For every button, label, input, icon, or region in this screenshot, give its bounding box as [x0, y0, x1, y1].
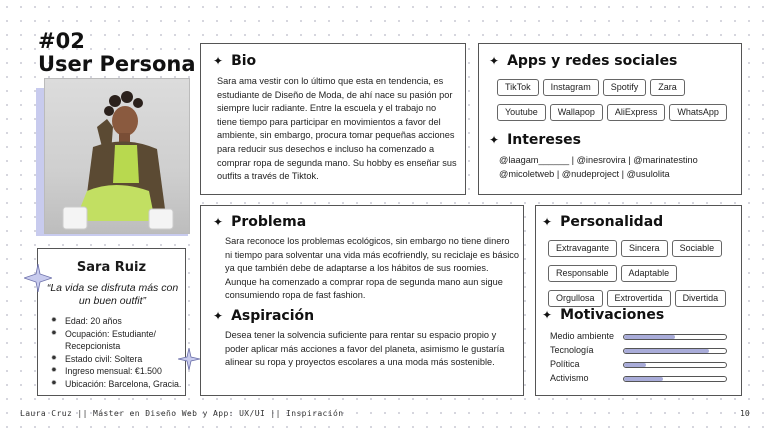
motivation-bar — [623, 376, 727, 382]
star-bullet-icon: ✦ — [213, 215, 224, 229]
apps-heading-label: Apps y redes sociales — [507, 53, 678, 69]
trait-tag: Responsable — [548, 265, 617, 282]
page-title-block — [38, 30, 196, 76]
problema-text: Sara reconoce los problemas ecológicos, sin embargo no tiene dinero ni tiempo para solventar una vida más ecofriendly, su reciclaje es básico ya que también debe de adaptarse a los hábitos de sus roomies. Aunque ha comenzado a comprar ropa de segunda mano aun sigue consumiendo ropa de fast fashion. — [225, 236, 519, 301]
aspiracion-text: Desea tener la solvencia suficiente para rentar su espacio propio y poder aplicar más acciones a favor del planeta, asimismo le gustaría alinear su ropa y proyectos escolares a una moda más sostenible. — [225, 330, 505, 368]
aspiracion-heading-label: Aspiración — [231, 308, 315, 324]
page-number: 10 — [740, 409, 750, 418]
apps-card — [478, 43, 742, 195]
apps-heading — [489, 53, 677, 69]
problema-heading-label: Problema — [231, 214, 307, 230]
app-tag-zara: Zara — [650, 79, 685, 96]
sparkle-icon — [24, 264, 52, 292]
problema-heading — [213, 214, 306, 230]
page-title: User Persona — [38, 52, 196, 76]
motivation-bar-fill — [624, 349, 709, 353]
motivation-label: Política — [550, 359, 580, 369]
motivation-bar — [623, 362, 727, 368]
detail-occupation: ✹ Ocupación: Estudiante/ Recepcionista — [51, 328, 183, 353]
bio-heading-label: Bio — [231, 53, 257, 69]
personalidad-heading-label: Personalidad — [560, 214, 664, 230]
footer-text: Laura Cruz || Máster en Diseño Web y App: UX/UI || Inspiración — [20, 409, 344, 418]
problema-card — [200, 205, 524, 396]
motivation-bar-fill — [624, 377, 663, 381]
detail-location: ✹ Ubicación: Barcelona, Gracia. — [51, 378, 183, 391]
persona-details — [51, 315, 183, 391]
bio-text: Sara ama vestir con lo último que esta en tendencia, es estudiante de Diseño de Moda, de ahí nace su pasión por siempre lucir radiante. Entre la escuela y el trabajo no tiene tiempo para participar en movimientos a favor del ambiente, sin embargo, procura tomar pequeñas acciones para reducir sus desechos e incluso ha comenzado a comprar ropa de segunda mano. Su hobby es enseñar sus outfits a través de Tiktok. — [217, 76, 457, 182]
trait-tag: Sincera — [621, 240, 668, 257]
star-bullet-icon: ✦ — [542, 215, 553, 229]
personalidad-heading — [542, 214, 663, 230]
motivation-bar-fill — [624, 363, 646, 367]
trait-tag: Extravagante — [548, 240, 617, 257]
app-tag-youtube: Youtube — [497, 104, 546, 121]
star-bullet-icon: ✦ — [489, 133, 500, 147]
star-bullet-icon: ✦ — [542, 308, 553, 322]
persona-number: #02 — [38, 29, 85, 53]
trait-tag: Orgullosa — [548, 290, 603, 307]
persona-name: Sara Ruiz — [76, 260, 147, 275]
motivaciones-heading — [542, 307, 664, 323]
app-tag-wallapop: Wallapop — [550, 104, 603, 121]
trait-tag: Adaptable — [621, 265, 678, 282]
trait-tag: Extrovertida — [607, 290, 671, 307]
star-bullet-icon: ✦ — [213, 309, 224, 323]
motivaciones-heading-label: Motivaciones — [560, 307, 665, 323]
star-bullet-icon: ✦ — [489, 54, 500, 68]
personalidad-tags — [548, 238, 743, 313]
intereses-heading — [489, 132, 581, 148]
star-bullet-icon: ✦ — [213, 54, 224, 68]
motivation-bar-fill — [624, 335, 675, 339]
app-tag-aliexpress: AliExpress — [607, 104, 666, 121]
bio-card — [200, 43, 466, 195]
app-tag-whatsapp: WhatsApp — [669, 104, 727, 121]
motivation-label: Medio ambiente — [550, 331, 615, 341]
persona-card — [37, 248, 186, 396]
app-tag-instagram: Instagram — [543, 79, 599, 96]
trait-tag: Divertida — [675, 290, 727, 307]
detail-income: ✹ Ingreso mensual: €1.500 — [51, 365, 183, 378]
intereses-heading-label: Intereses — [507, 132, 581, 148]
motivation-label: Tecnología — [550, 345, 594, 355]
sparkle-icon — [178, 348, 200, 370]
motivation-bar — [623, 348, 727, 354]
motivation-label: Activismo — [550, 373, 589, 383]
app-tag-spotify: Spotify — [603, 79, 647, 96]
detail-age: ✹ Edad: 20 años — [51, 315, 183, 328]
motivation-bar — [623, 334, 727, 340]
aspiracion-heading — [213, 308, 314, 324]
persona-photo — [44, 78, 190, 234]
trait-tag: Sociable — [672, 240, 723, 257]
persona-illustration — [45, 79, 190, 234]
app-tag-tiktok: TikTok — [497, 79, 539, 96]
persona-quote: “La vida se disfruta más con un buen outfit” — [46, 282, 179, 307]
intereses-text: @laagam______ | @inesrovira | @marinatestino @micoletweb | @nudeproject | @usulolita — [499, 155, 698, 179]
detail-civil-status: ✹ Estado civil: Soltera — [51, 353, 183, 366]
bio-heading — [213, 53, 256, 69]
apps-tags — [497, 77, 737, 127]
